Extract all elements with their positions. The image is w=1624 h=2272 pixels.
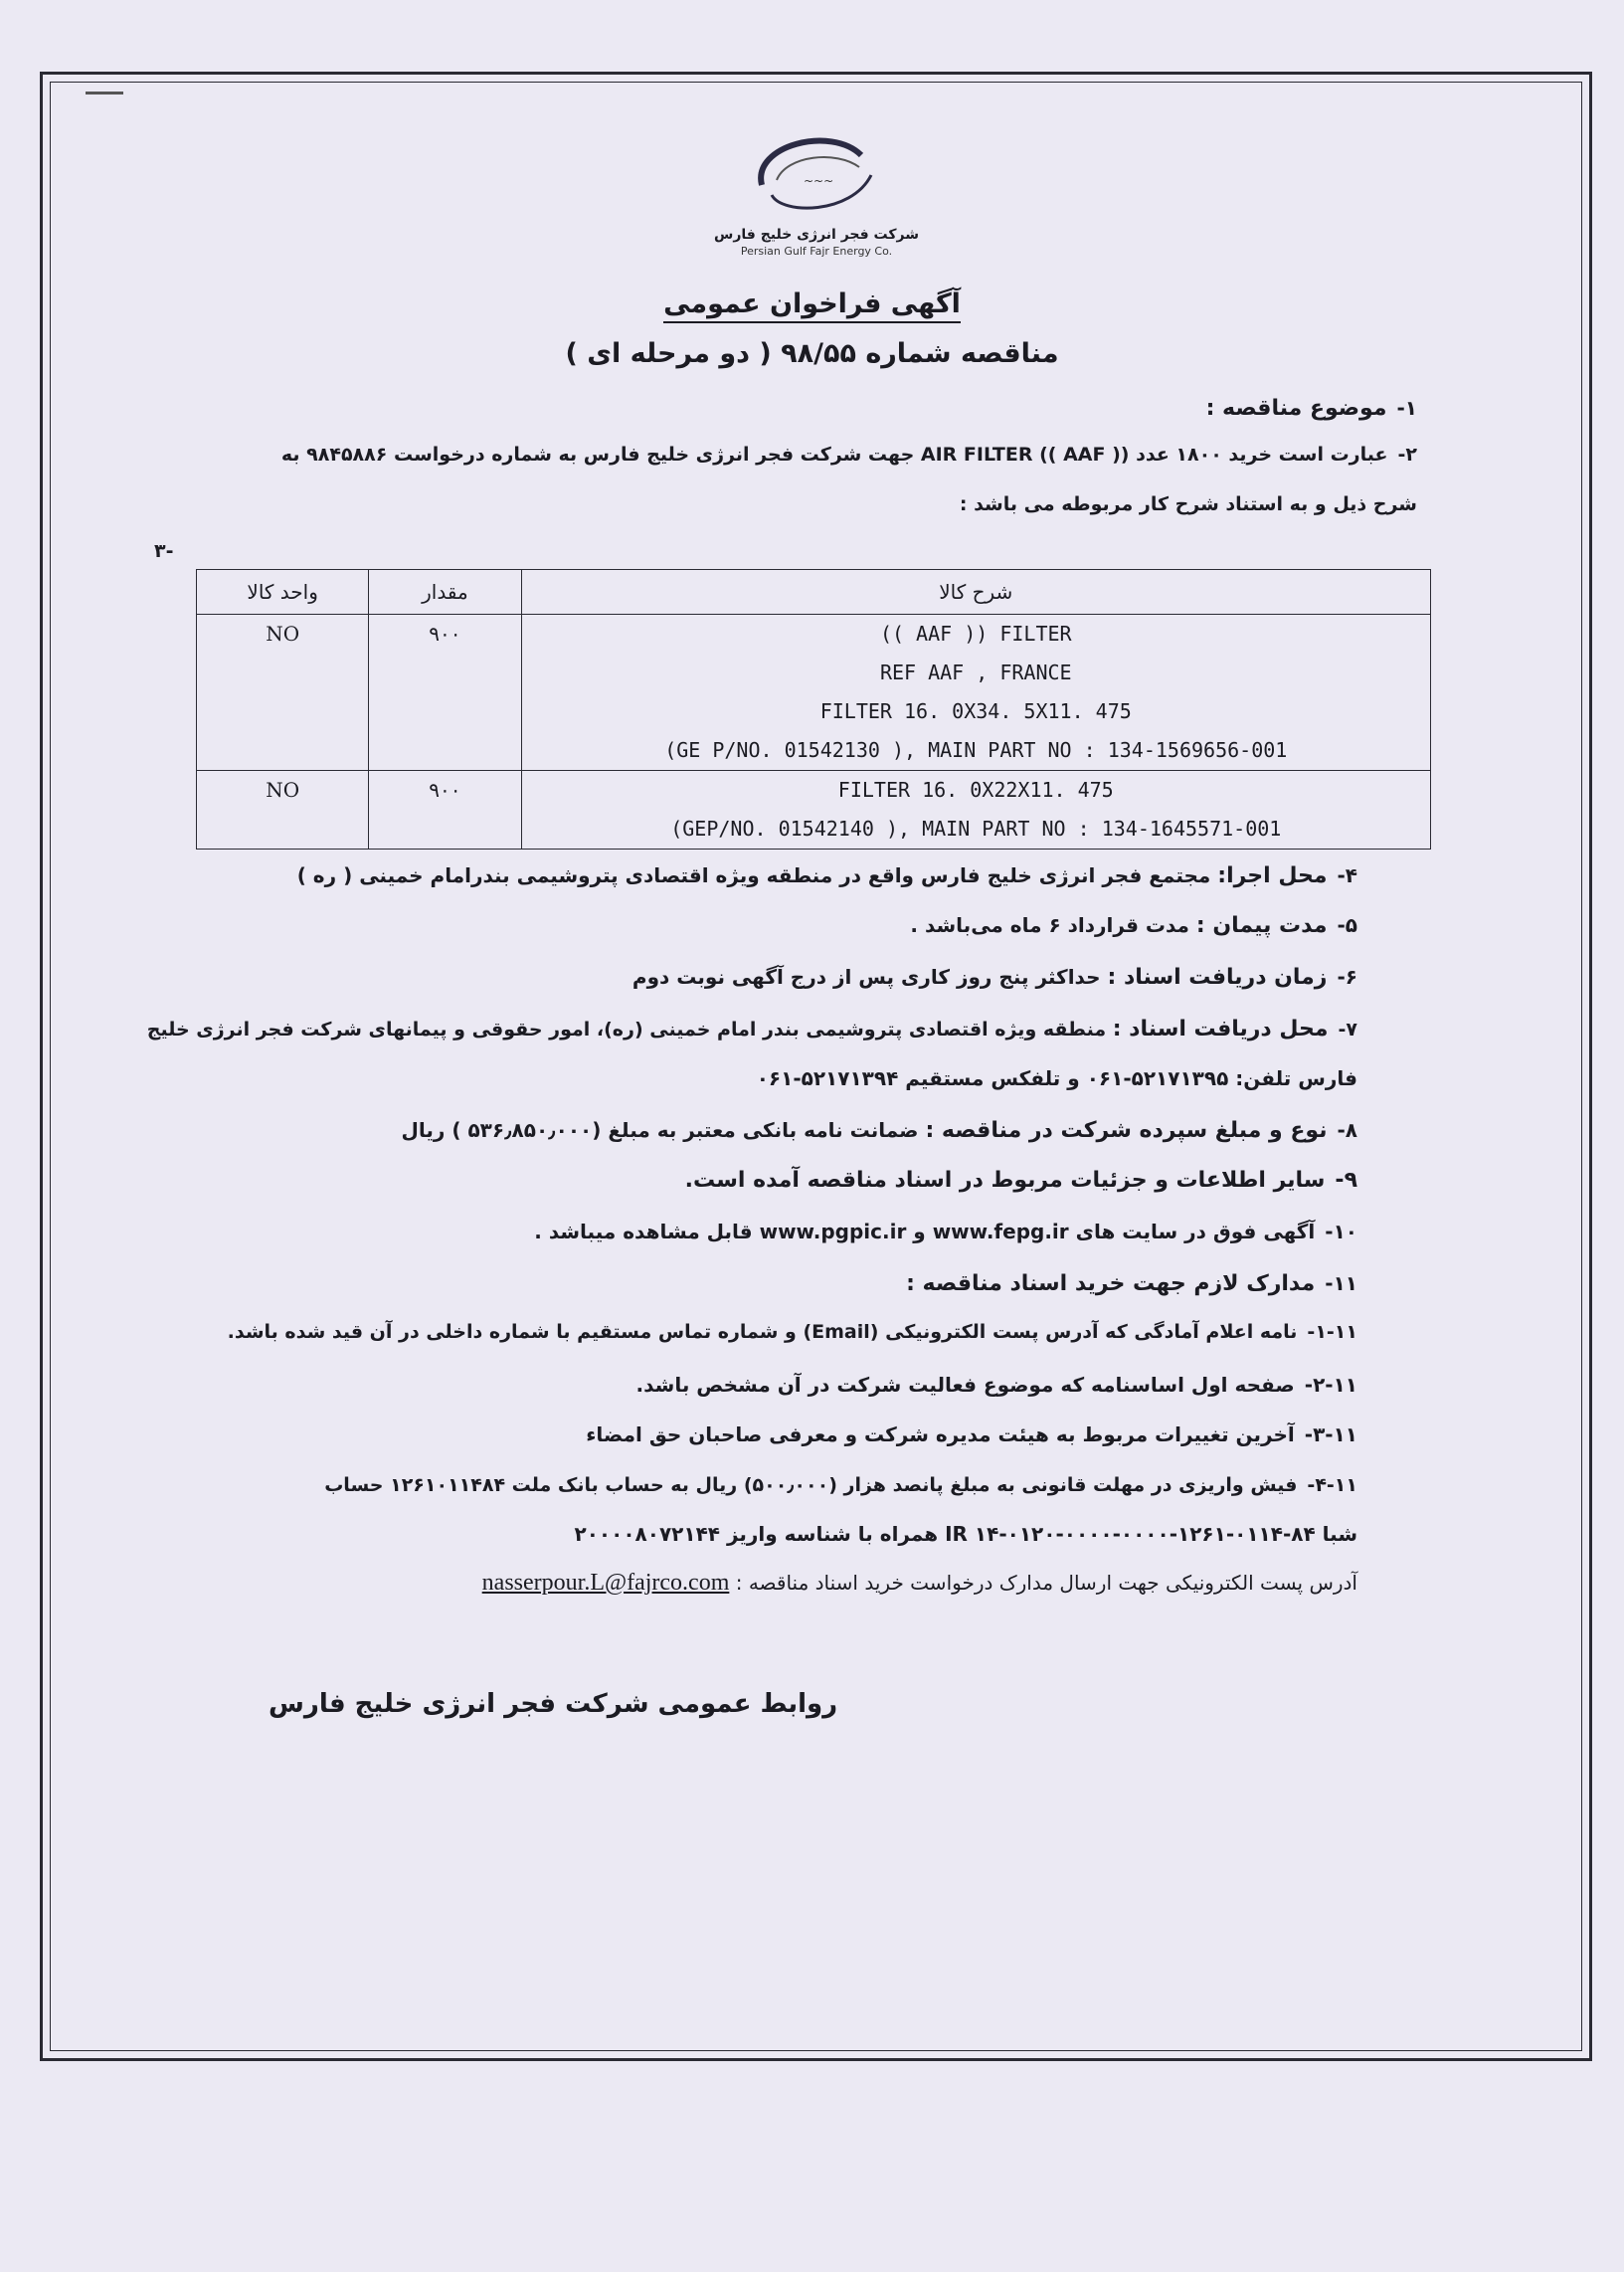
item-2-line-1: ۲-عبارت است خرید ۱۸۰۰ عدد AIR FILTER (( AAF )) جهت شرکت فجر انرژی خلیج فارس به شماره درخواست ۹۸۴۵۸۸۶ به xyxy=(280,444,1417,466)
item-11-3: ۳-۱۱-آخرین تغییرات مربوط به هیئت مدیره شرکت و معرفی صاحبان حق امضاء xyxy=(586,1422,1357,1446)
contact-email-link[interactable]: nasserpour.L@fajrco.com xyxy=(481,1570,730,1596)
item-6: ۶-زمان دریافت اسناد : حداکثر پنج روز کاری پس از درج آگهی نوبت دوم xyxy=(632,965,1357,990)
item-1: ۱-موضوع مناقصه : xyxy=(1205,396,1417,421)
item-11-4-line-1: ۴-۱۱-فیش واریزی در مهلت قانونی به مبلغ پانصد هزار (۵۰۰٫۰۰۰) ریال به حساب بانک ملت ۱۲۶۱۰۱۱۴۸۴ حساب xyxy=(324,1474,1357,1496)
item-11-4-line-2: شبا IR ۱۴-۰۱۲۰-۰۰۰۰-۰۰۰۰-۱۲۶۱-۰۱۱۴-۸۴ همراه با شناسه واریز ۲۰۰۰۰۸۰۷۲۱۴۴ xyxy=(574,1522,1357,1546)
item-3-number: ۳- xyxy=(154,540,174,562)
item-11-2: ۲-۱۱-صفحه اول اساسنامه که موضوع فعالیت شرکت در آن مشخص باشد. xyxy=(635,1373,1357,1397)
logo-name-fa: شرکت فجر انرژی خلیج فارس xyxy=(714,227,919,243)
tender-number: مناقصه شماره ۹۸/۵۵ ( دو مرحله ای ) xyxy=(565,338,1059,369)
item-2-line-2: شرح ذیل و به استناد شرح کار مربوطه می باشد : xyxy=(959,493,1417,515)
row-desc: (( AAF )) FILTER REF AAF , FRANCE FILTER 16. 0X34. 5X11. 475 (GE P/NO. 01542130 ), MAIN PART NO : 134-1569656-001 xyxy=(521,615,1430,771)
scan-mark xyxy=(86,92,123,95)
logo-glyph: ~~~ xyxy=(804,174,834,188)
logo-name-en: Persian Gulf Fajr Energy Co. xyxy=(740,245,893,258)
item-10: ۱۰-آگهی فوق در سایت های www.fepg.ir و www.pgpic.ir قابل مشاهده میباشد . xyxy=(534,1220,1357,1243)
row-desc: FILTER 16. 0X22X11. 475 (GEP/NO. 01542140 ), MAIN PART NO : 134-1645571-001 xyxy=(521,771,1430,850)
item-11: ۱۱-مدارک لازم جهت خرید اسناد مناقصه : xyxy=(906,1271,1357,1296)
row-unit: NO xyxy=(197,771,369,850)
document-body-lower xyxy=(146,0,1477,2272)
item-7-line-1: ۷-محل دریافت اسناد : منطقه ویژه اقتصادی پتروشیمی بندر امام خمینی (ره)، امور حقوقی و پیمانهای شرکت فجر انرژی خلیج xyxy=(146,1017,1357,1041)
signature-public-relations: روابط عمومی شرکت فجر انرژی خلیج فارس xyxy=(269,1689,838,1719)
row-unit: NO xyxy=(197,615,369,771)
row-qty: ۹۰۰ xyxy=(369,615,521,771)
header-qty: مقدار xyxy=(369,570,521,615)
item-4: ۴-محل اجرا: مجتمع فجر انرژی خلیج فارس واقع در منطقه ویژه اقتصادی پتروشیمی بندرامام خمینی ( ره ) xyxy=(296,863,1357,888)
document-title: آگهی فراخوان عمومی xyxy=(0,288,1624,319)
email-line: آدرس پست الکترونیکی جهت ارسال مدارک درخواست خرید اسناد مناقصه : nasserpour.L@fajrco.com xyxy=(481,1570,1357,1596)
item-5: ۵-مدت پیمان : مدت قرارداد ۶ ماه می‌باشد . xyxy=(910,913,1357,938)
item-11-1: ۱-۱۱-نامه اعلام آمادگی که آدرس پست الکترونیکی (Email) و شماره تماس مستقیم با شماره داخلی در آن قید شده باشد. xyxy=(227,1321,1357,1343)
header-desc: شرح کالا xyxy=(521,570,1430,615)
header-unit: واحد کالا xyxy=(197,570,369,615)
item-7-line-2: فارس تلفن: ۵۲۱۷۱۳۹۵-۰۶۱ و تلفکس مستقیم ۵۲۱۷۱۳۹۴-۰۶۱ xyxy=(756,1066,1357,1090)
item-9: ۹-سایر اطلاعات و جزئیات مربوط در اسناد مناقصه آمده است. xyxy=(684,1168,1357,1193)
row-qty: ۹۰۰ xyxy=(369,771,521,850)
item-8: ۸-نوع و مبلغ سپرده شرکت در مناقصه : ضمانت نامه بانکی معتبر به مبلغ (۵۳۶٫۸۵۰٫۰۰۰ ) ریال xyxy=(401,1118,1357,1143)
